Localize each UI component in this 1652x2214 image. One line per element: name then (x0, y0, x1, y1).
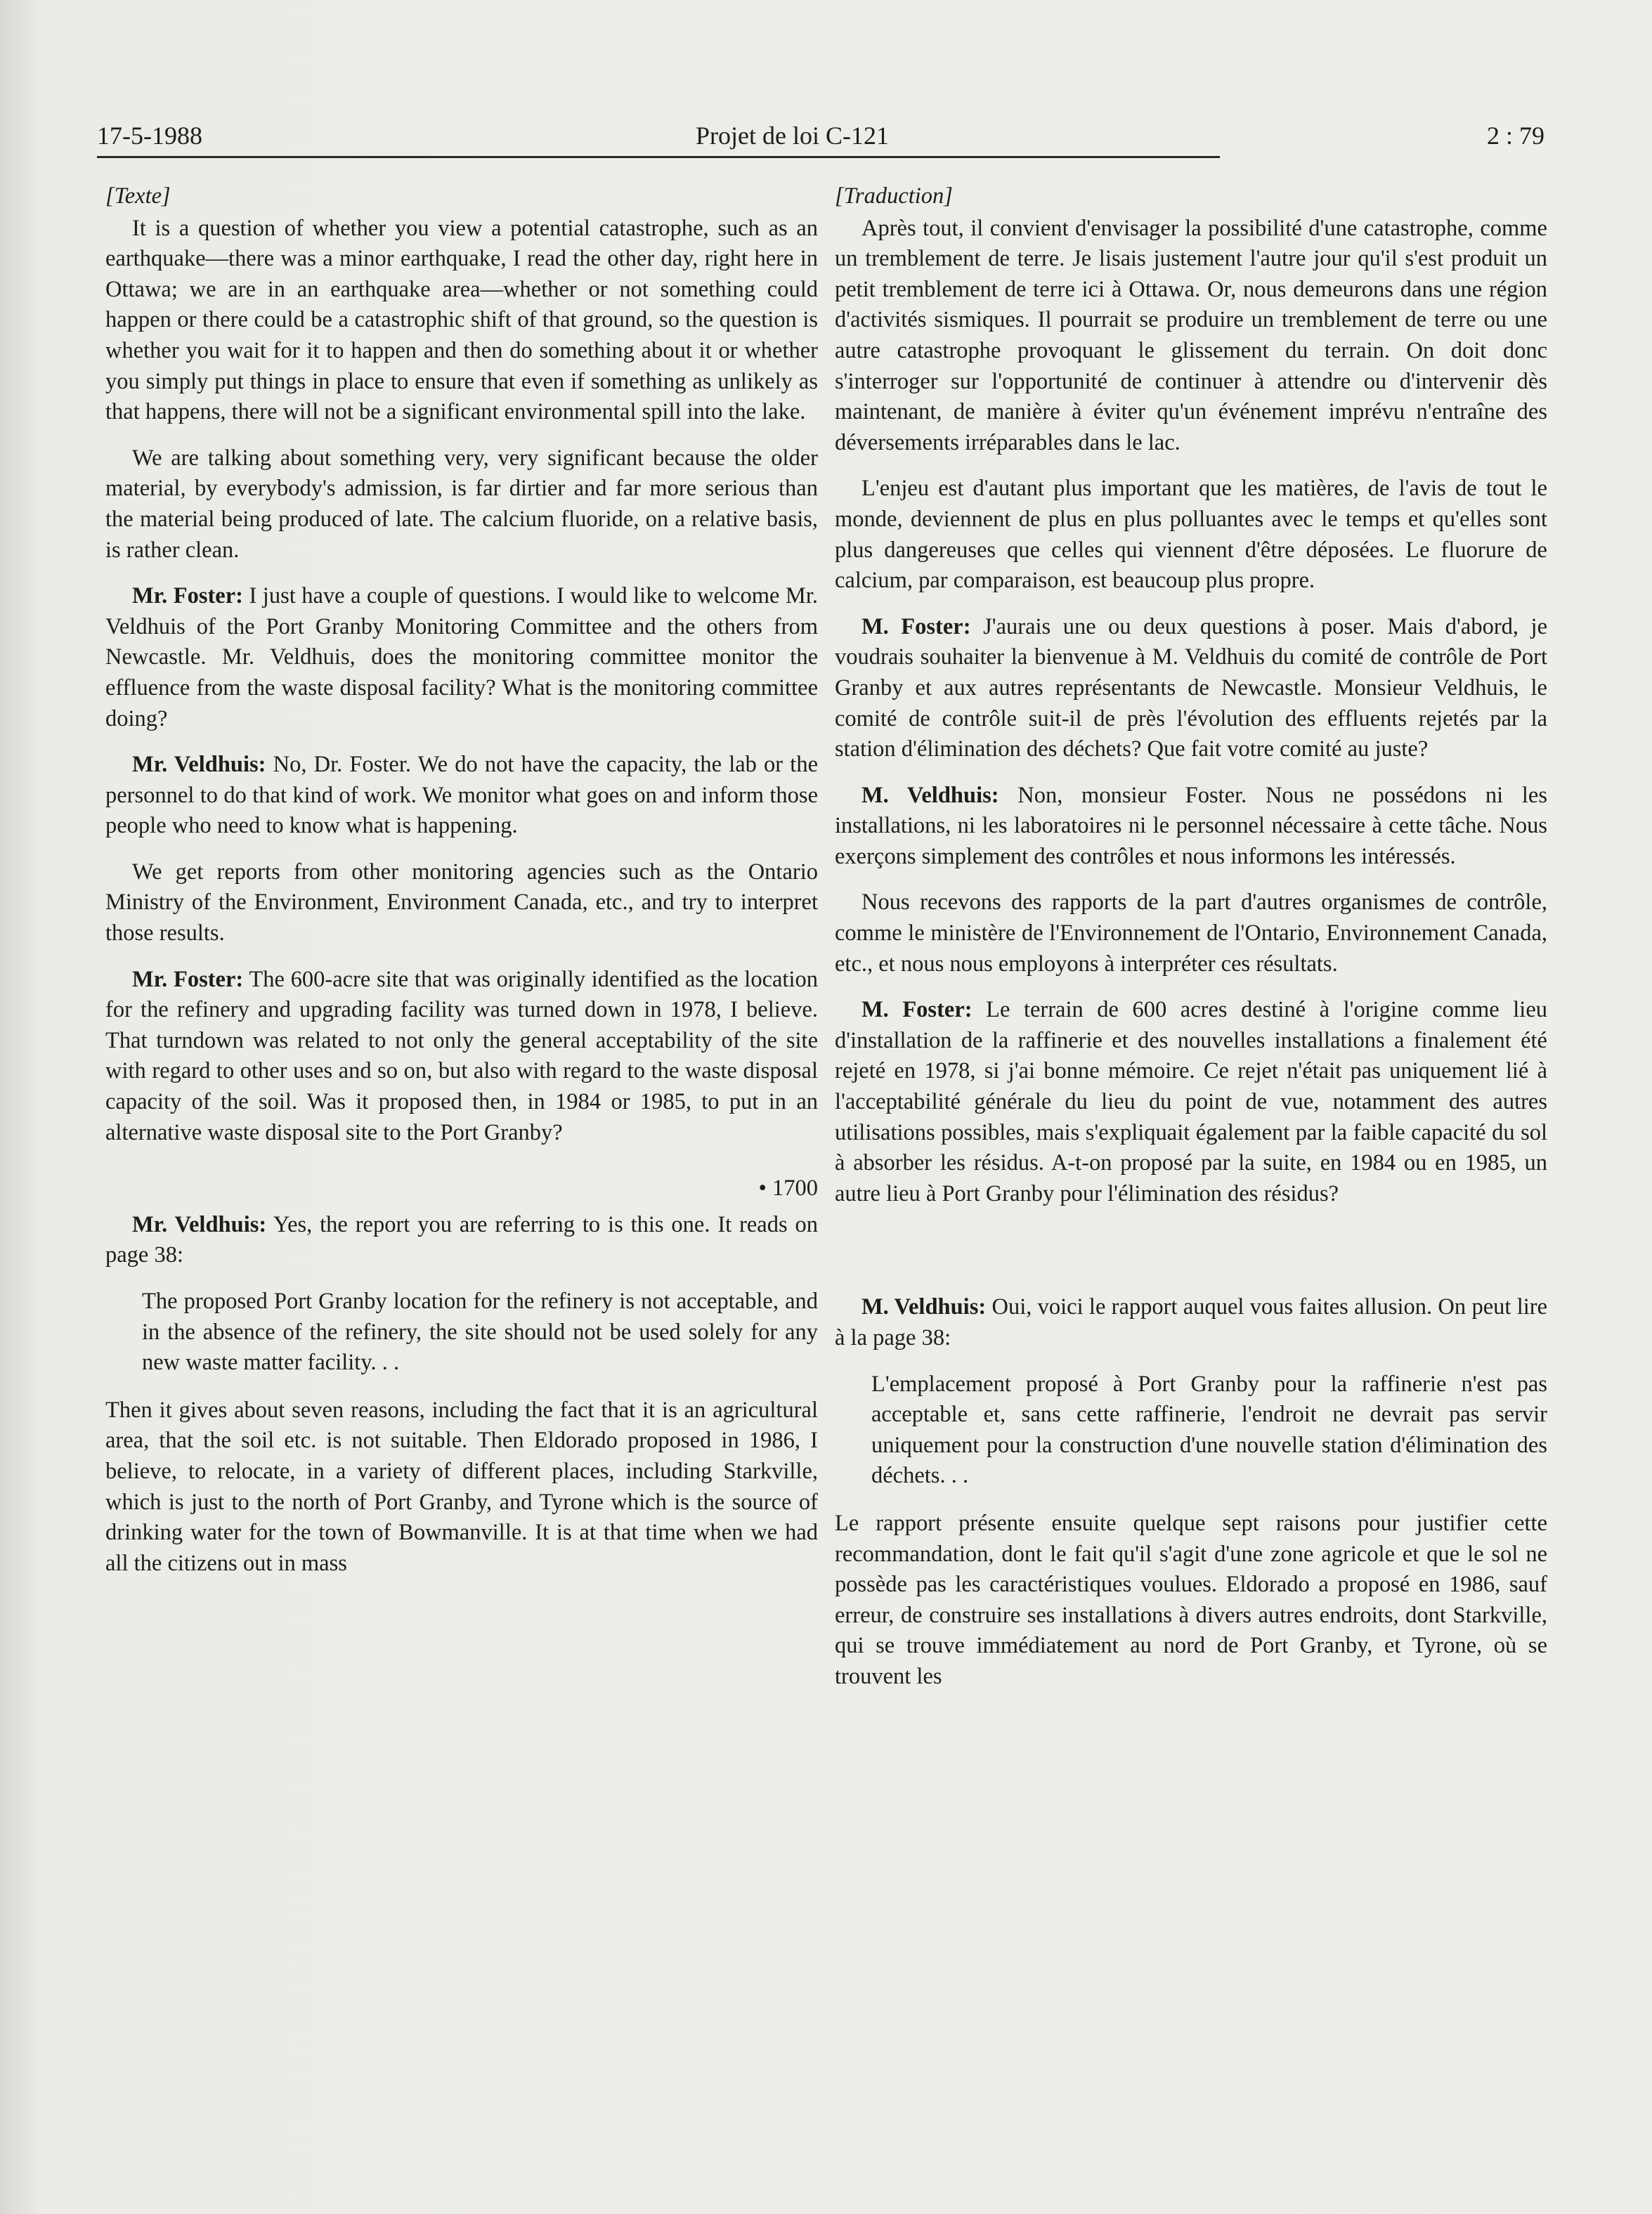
speech-text: The 600-acre site that was originally identified as the location for the refinery and upgrading facility was turned down in 1978, I believe. That turndown was related to not only the general acceptability of the site with regard to other uses and so on, but also with regard to the waste disposal capacity of the soil. Was it proposed then, in 1984 or 1985, to put in an alternative waste disposal site to the Port Granby? (105, 966, 818, 1145)
speech-text: No, Dr. Foster. We do not have the capacity, the lab or the personnel to do that kind of work. We monitor what goes on and inform those people who need to know what is happening. (105, 752, 818, 839)
speaker-name: M. Veldhuis: (861, 782, 999, 808)
paragraph (105, 750, 818, 842)
header-date: 17-5-1988 (97, 122, 202, 150)
paragraph (835, 995, 1547, 1209)
paragraph (835, 1292, 1547, 1353)
speech-text: Oui, voici le rapport auquel vous faites allusion. On peut lire à la page 38: (835, 1294, 1547, 1350)
paragraph: Then it gives about seven reasons, including the fact that it is an agricultural area, that the soil etc. is not suitable. Then Eldorado proposed in 1986, I believe, to relocate, in a variety of different places, including Starkville, which is just to the north of Port Granby, and Tyrone which is the source of drinking water for the town of Bowmanville. It is at that time when we had all the citizens out in mass (105, 1397, 818, 1576)
speech-text: Non, monsieur Foster. Nous ne possédons ni les installations, ni les laboratoires ni le personnel nécessaire à cette tâche. Nous exerçons simplement des contrôles et nous informons les intéressés. (835, 782, 1547, 869)
speech-text: Yes, the report you are referring to is this one. It reads on page 38: (105, 1211, 818, 1268)
paragraph (835, 781, 1547, 873)
block-quote: L'emplacement proposé à Port Granby pour la raffinerie n'est pas acceptable et, sans cette raffinerie, l'endroit ne devrait pas servir uniquement pour la construction d'une nouvelle station d'élimination des déchets. . . (871, 1371, 1547, 1489)
paragraph (105, 581, 818, 734)
speaker-name: M. Veldhuis: (861, 1294, 987, 1320)
speech-text: I just have a couple of questions. I would like to welcome Mr. Veldhuis of the Port Granby Monitoring Committee and the others from Newcastle. Mr. Veldhuis, does the monitoring committee monitor the effluence from the waste disposal facility? What is the monitoring committee doing? (105, 583, 818, 731)
paragraph (835, 612, 1547, 765)
column-french (835, 181, 1547, 1708)
paragraph: L'enjeu est d'autant plus important que les matières, de l'avis de tout le monde, deviennent de plus en plus polluantes avec le temps et qu'elles sont plus dangereuses que celles qui viennent d'être déposées. Le fluorure de calcium, par comparaison, est beaucoup plus propre. (835, 476, 1547, 594)
paragraph: Nous recevons des rapports de la part d'autres organismes de contrôle, comme le ministère de l'Environnement de l'Ontario, Environnement Canada, etc., et nous nous employons à interpréter ces résultats. (835, 890, 1547, 977)
speaker-name: M. Foster: (861, 613, 971, 639)
speaker-name: Mr. Foster: (132, 583, 243, 609)
spacer (835, 1225, 1547, 1292)
column-label-texte: [Texte] (105, 183, 171, 209)
speech-text: J'aurais une ou deux questions à poser. Mais d'abord, je voudrais souhaiter la bienvenue à M. Veldhuis du comité de contrôle de Port Granby et aux autres représentants de Newcastle. Monsieur Veldhuis, le comité de contrôle suit-il de près l'évolution des effluents rejetés par la station d'élimination des déchets? Que fait votre comité au juste? (835, 613, 1547, 762)
paragraph (105, 965, 818, 1149)
speech-text: Le terrain de 600 acres destiné à l'origine comme lieu d'installation de la raffinerie et des nouvelles installations a finalement été rejeté en 1978, si j'ai bonne mémoire. Ce rejet n'était pas uniquement lié à l'acceptabilité générale du lieu du point de vue, notamment des autres utilisations possibles, mais s'expliquait également par la faible capacité du sol à absorber les résidus. A-t-on proposé par la suite, en 1984 ou en 1985, un autre lieu à Port Granby pour l'élimination des résidus? (835, 997, 1548, 1206)
paragraph: We are talking about something very, very significant because the older material, by everybody's admission, is far dirtier and far more serious than the material being produced of late. The calcium fluoride, on a relative basis, is rather clean. (105, 445, 818, 563)
header-title: Projet de loi C-121 (696, 122, 889, 150)
paragraph: We get reports from other monitoring agencies such as the Ontario Ministry of the Environment, Environment Canada, etc., and try to interpret those results. (105, 859, 818, 946)
speaker-name: Mr. Foster: (132, 966, 244, 992)
speaker-name: M. Foster: (861, 997, 973, 1023)
paragraph: Après tout, il convient d'envisager la possibilité d'une catastrophe, comme un tremblement de terre. Je lisais justement l'autre jour qu'il s'est produit un petit tremblement de terre ici à Ottawa. Or, nous demeurons dans une région d'activités sismiques. Il pourrait se produire un tremblement de terre ou une autre catastrophe provoquant le glissement du terrain. On doit donc s'interroger sur l'opportunité de continuer à attendre ou d'intervenir dès maintenant, de manière à éviter qu'un événement imprévu n'entraîne des déversements irréparables dans le lac. (835, 215, 1547, 455)
header-page-number: 2 : 79 (1486, 122, 1544, 150)
paragraph (105, 1210, 818, 1271)
speaker-name: Mr. Veldhuis: (132, 1211, 267, 1237)
speaker-name: Mr. Veldhuis: (132, 752, 266, 778)
header-rule (97, 156, 1220, 158)
column-english (105, 181, 818, 1594)
block-quote: The proposed Port Granby location for the refinery is not acceptable, and in the absence of the refinery, the site should not be used solely for any new waste matter facility. . . (142, 1289, 818, 1376)
column-label-traduction: [Traduction] (835, 183, 953, 209)
timestamp: • 1700 (758, 1176, 818, 1202)
paragraph: Le rapport présente ensuite quelque sept raisons pour justifier cette recommandation, dont le fait qu'il s'agit d'une zone agricole et que le sol ne possède pas les caractéristiques voulues. Eldorado a proposé en 1986, sauf erreur, de construire ses installations à divers autres endroits, dont Starkville, qui se trouve immédiatement au nord de Port Granby, et Tyrone, où se trouvent les (835, 1510, 1547, 1689)
paragraph: It is a question of whether you view a potential catastrophe, such as an earthquake—there was a minor earthquake, I read the other day, right here in Ottawa; we are in an earthquake area—whether or not something could happen or there could be a catastrophic shift of that ground, so the question is whether you wait for it to happen and then do something about it or whether you simply put things in place to ensure that even if something as unlikely as that happens, there will not be a significant environmental spill into the lake. (105, 215, 818, 425)
